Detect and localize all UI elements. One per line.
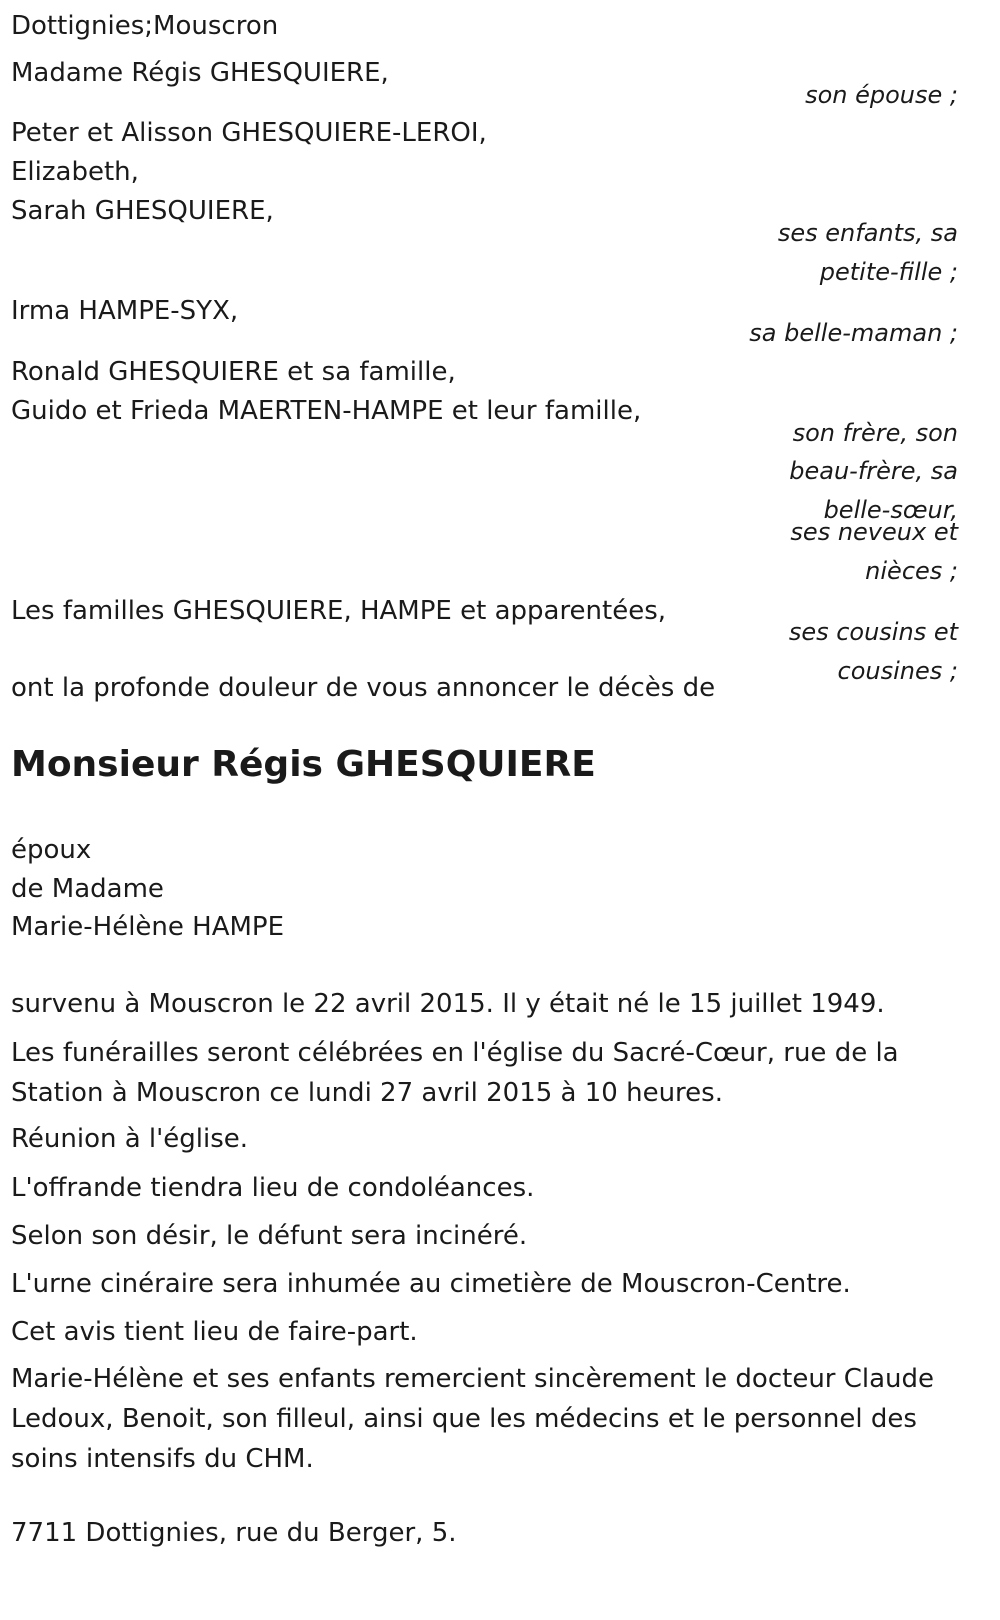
family-relation: ses cousins et bbox=[788, 618, 958, 646]
family-relation: ses enfants, sa bbox=[777, 219, 958, 247]
family-relation: sa belle-maman ; bbox=[749, 319, 958, 347]
family-name-line: Madame Régis GHESQUIERE, bbox=[11, 58, 389, 88]
spouse-line: époux bbox=[11, 835, 92, 865]
paragraph: Les funérailles seront célébrées en l'église du Sacré-Cœur, rue de la Station à Mouscron ce lundi 27 avril 2015 à 10 heures. bbox=[11, 1038, 899, 1108]
paragraph: L'offrande tiendra lieu de condoléances. bbox=[11, 1173, 535, 1203]
family-relation: son frère, son bbox=[792, 419, 958, 447]
paragraph: Réunion à l'église. bbox=[11, 1124, 249, 1154]
family-relation: beau-frère, sa bbox=[789, 457, 958, 485]
family-relation: cousines ; bbox=[837, 657, 958, 685]
family-relation: son épouse ; bbox=[805, 81, 958, 109]
family-name-line: Les familles GHESQUIERE, HAMPE et apparentées, bbox=[11, 596, 667, 626]
family-name-line: Guido et Frieda MAERTEN-HAMPE et leur famille, bbox=[11, 396, 642, 426]
location-line: Dottignies;Mouscron bbox=[11, 11, 279, 41]
announcement-line: ont la profonde douleur de vous annoncer le décès de bbox=[11, 673, 716, 703]
address-line: 7711 Dottignies, rue du Berger, 5. bbox=[11, 1518, 457, 1548]
family-relation: petite-fille ; bbox=[819, 258, 958, 286]
family-relation: nièces ; bbox=[865, 557, 958, 585]
paragraph: Selon son désir, le défunt sera incinéré. bbox=[11, 1221, 528, 1251]
paragraph: Cet avis tient lieu de faire-part. bbox=[11, 1317, 418, 1347]
family-name-line: Elizabeth, bbox=[11, 157, 139, 187]
family-name-line: Irma HAMPE-SYX, bbox=[11, 296, 239, 326]
deceased-name: Monsieur Régis GHESQUIERE bbox=[11, 744, 596, 785]
family-name-line: Ronald GHESQUIERE et sa famille, bbox=[11, 357, 456, 387]
paragraph: survenu à Mouscron le 22 avril 2015. Il y était né le 15 juillet 1949. bbox=[11, 989, 885, 1019]
paragraph: Marie-Hélène et ses enfants remercient sincèrement le docteur Claude Ledoux, Benoit, son filleul, ainsi que les médecins et le personnel des soins intensifs du CHM. bbox=[11, 1364, 935, 1474]
spouse-line: de Madame bbox=[11, 874, 164, 904]
family-name-line: Sarah GHESQUIERE, bbox=[11, 196, 274, 226]
family-name-line: Peter et Alisson GHESQUIERE-LEROI, bbox=[11, 118, 487, 148]
spouse-line: Marie-Hélène HAMPE bbox=[11, 912, 285, 942]
family-relation: ses neveux et bbox=[790, 518, 958, 546]
family-relation: belle-sœur, bbox=[823, 496, 958, 524]
paragraph: L'urne cinéraire sera inhumée au cimetière de Mouscron-Centre. bbox=[11, 1269, 851, 1299]
